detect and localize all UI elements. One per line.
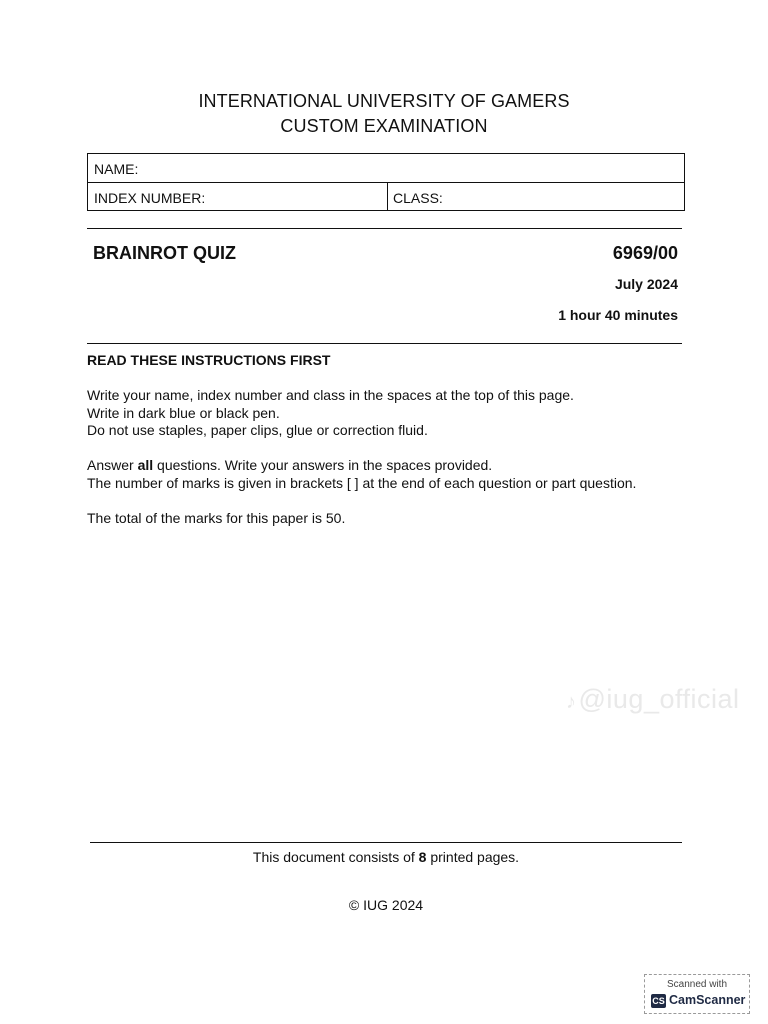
camscanner-badge [644,974,750,1014]
paper-code: 6969/00 [612,243,678,263]
institution-title: INTERNATIONAL UNIVERSITY OF GAMERS [198,91,570,111]
camscanner-logo-icon: CS [652,996,665,1006]
page-count-note [0,849,768,865]
instructions-group-general [87,387,574,440]
answer-emphasis: all [137,457,154,473]
exam-duration: 1 hour 40 minutes [558,307,678,323]
subject-title: BRAINROT QUIZ [93,243,236,263]
copyright-notice: © IUG 2024 [348,897,424,913]
scanner-caption: Scanned with [666,979,728,990]
instruction-line: Write your name, index number and class in the spaces at the top of this page. [87,387,574,403]
divider-line [87,343,682,344]
pages-suffix: printed pages. [426,849,520,865]
instruction-line: Write in dark blue or black pen. [87,404,280,421]
answer-suffix: questions. Write your answers in the spaces provided. [153,457,493,473]
scanner-brand: CamScanner [669,993,746,1007]
tiktok-icon: ♪ [566,691,577,713]
class-field-label: CLASS: [393,190,443,206]
exam-date: July 2024 [614,276,678,292]
candidate-details-box [87,153,685,211]
exam-type-title: CUSTOM EXAMINATION [280,116,488,136]
divider-line [87,228,682,229]
instruction-line [87,457,636,475]
instruction-line: The number of marks is given in brackets [ ] at the end of each question or part question. [87,474,637,491]
name-row [88,154,684,183]
footer-divider-line [90,842,682,843]
instruction-line: The total of the marks for this paper is 50. [87,510,346,526]
answer-prefix: Answer [87,457,138,473]
instructions-group-total [87,510,345,528]
pages-count: 8 [418,849,427,865]
field-divider [387,183,388,210]
instructions-group-answering [87,457,636,492]
pages-prefix: This document consists of [252,849,419,865]
instruction-line: Do not use staples, paper clips, glue or correction fluid. [87,422,428,438]
name-field-label: NAME: [94,161,139,177]
social-watermark [566,684,740,715]
instructions-heading: READ THESE INSTRUCTIONS FIRST [87,352,331,368]
index-number-field-label: INDEX NUMBER: [94,190,206,206]
watermark-handle: @iug_official [578,684,740,714]
